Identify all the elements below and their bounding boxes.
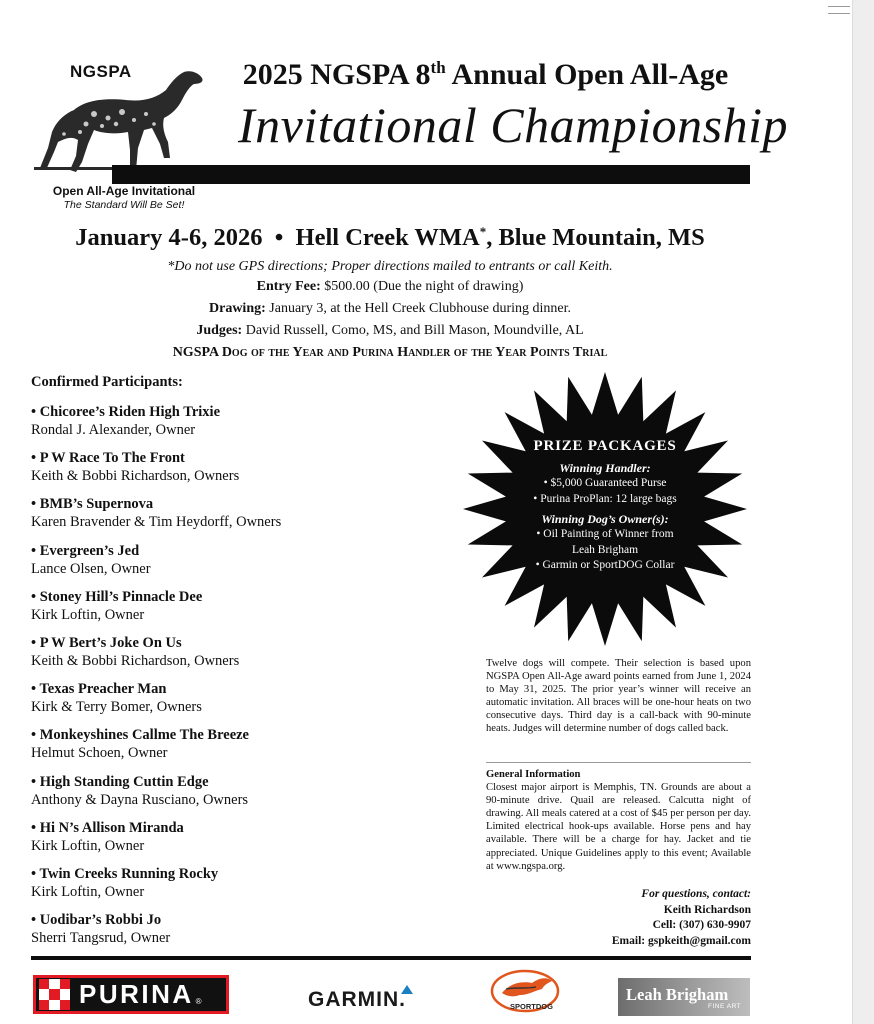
logo-tagline: Open All-Age Invitational The Standard Will Be Set! (52, 184, 196, 211)
prize-heading: PRIZE PACKAGES (533, 438, 677, 454)
general-information: General Information Closest major airport is Memphis, TN. Grounds are about a 90-minute drive. Quail are released. Calcutta night of drawing. All meals catered at a cost of $45 per person per day. Limited electrical hook-ups available. Horse pens and hay available. There will be a charge for hay. Jacket and tie appreciated. Unique Guidelines apply to this event; Available at www.ngspa.org. (486, 769, 751, 872)
list-item: • Stoney Hill’s Pinnacle Dee Kirk Loftin, Owner (31, 588, 203, 623)
title-script: Invitational Championship (238, 97, 788, 153)
title-divider-bar (112, 165, 750, 184)
ngspa-logo-text: NGSPA (70, 62, 132, 81)
entry-fee: Entry Fee: $500.00 (Due the night of drawing) (256, 279, 524, 294)
leah-brigham-name: Leah Brigham (626, 985, 729, 1004)
garmin-logo: GARMIN. (308, 988, 406, 1011)
list-item: • Uodibar’s Robbi Jo Sherri Tangsrud, Owner (31, 912, 171, 947)
list-item: • Chicoree’s Riden High Trixie Rondal J. Alexander, Owner (31, 404, 221, 438)
leah-brigham-subtitle: FINE ART (708, 1003, 742, 1010)
list-item: • Twin Creeks Running Rocky Kirk Loftin, Owner (31, 865, 219, 900)
divider (486, 762, 751, 763)
purina-logo: PURINA ® (33, 975, 229, 1014)
selection-rules: Twelve dogs will compete. Their selection is based upon NGSPA Open All-Age award points earned from June 1, 2024 to May 31, 2025. The prior year’s winner will receive an automatic invitation. All braces will be one-hour heats on two consecutive days. Third day is a call-back with 90-minute heats. Judges will determine number of dogs called back. (486, 658, 751, 735)
points-trial-note: NGSPA Dog of the Year and Purina Handler of the Year Points Trial (172, 345, 608, 360)
prize-packages: PRIZE PACKAGES Winning Handler: • $5,000 Guaranteed Purse • Purina ProPlan: 12 large bags Winning Dog’s Owner(s): • Oil Painting of Winner from Leah Brigham • Garmin or SportDOG Collar (491, 438, 719, 574)
judges-info: Judges: David Russell, Como, MS, and Bill Mason, Moundville, AL (196, 323, 584, 338)
list-item: • Monkeyshines Callme The Breeze Helmut Schoen, Owner (31, 727, 249, 762)
footer-divider-bar (31, 956, 751, 960)
sportdog-wordmark: SPORTDOG (510, 1002, 553, 1011)
list-item: • Evergreen’s Jed Lance Olsen, Owner (31, 542, 151, 577)
list-item: • High Standing Cuttin Edge Anthony & Dayna Rusciano, Owners (31, 773, 249, 808)
list-item: • P W Race To The Front Keith & Bobbi Richardson, Owners (31, 450, 240, 485)
contact-info: For questions, contact: Keith Richardson Cell: (307) 630-9907 Email: gspkeith@gmail.com (611, 888, 751, 947)
drawing-info: Drawing: January 3, at the Hell Creek Clubhouse during dinner. (209, 301, 571, 316)
list-item: • Texas Preacher Man Kirk & Terry Bomer, Owners (31, 681, 202, 716)
purina-checkerboard-icon (39, 979, 70, 1010)
list-item: • BMB’s Supernova Karen Bravender & Tim Heydorff, Owners (31, 496, 282, 531)
list-item: • P W Bert’s Joke On Us Keith & Bobbi Richardson, Owners (31, 634, 240, 669)
page-title: 2025 NGSPA 8th Annual Open All-Age (242, 58, 729, 91)
event-date-location: January 4-6, 2026 • Hell Creek WMA*, Blue Mountain, MS (75, 224, 705, 252)
list-item: • Hi N’s Allison Miranda Kirk Loftin, Owner (31, 819, 184, 854)
gps-note: *Do not use GPS directions; Proper directions mailed to entrants or call Keith. (167, 259, 613, 274)
garmin-triangle-icon (401, 985, 413, 994)
participants-list (31, 374, 451, 957)
viewer-scroll-strip[interactable] (852, 0, 874, 1024)
participants-heading: Confirmed Participants: (31, 374, 183, 390)
